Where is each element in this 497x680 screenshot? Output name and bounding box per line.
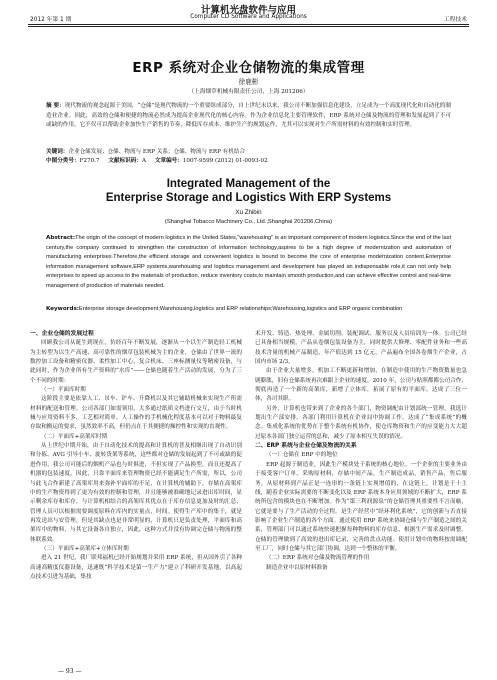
body-column-right [255,330,467,573]
article-title-cn: ERP 系统对企业仓储物流的集成管理 [132,60,365,76]
classification-line [46,157,451,167]
subsection-heading: （二）ERP 系统对仓储及物流管理的作用 [266,555,370,562]
abstract-cn-text: 现代物流的观念起源于美国，“仓储”是现代物流的一个重要组成部分，自上世纪末以来，我公司不断加强信息化建设，立足成为一个高度现代化和自动化的制造业企业。因此，高效的仓储和便捷的物流必然成为提高企业现代化的核心内容。作为企业信息化主要管理软件，ERP 系统对仓储及物流的管理和发展起到了不可或缺的作用，它不仅可以帮助企业加快生产销售的节奏，降低库存成本，维护生产的规划运作，尤其可以实现对生产所需材料的有效控制和实时管理。 [46,103,451,129]
body-paragraph: 回顾我公司从诞生到现在，仿经百年不断发展，逐渐从一个以生产制造轻工机械为主转型为以生产高速、高可靠性的烟草包装机械为主的企业，仓储由了世界一流的数控加工设备和精密仪器、柔性加工中心、复合机床、三座标测量仪等精密设备，与此同时，作为企业所有生产资料的“水库”——仓储也随着生产活动的发展，分为了三个不同的时期： [30,340,242,384]
header-rule-thick [28,24,469,25]
abstract-en-text: The origin of the concept of modern logistics in the United States,"warehousing" is an important component of modern logistics.Since the end of the last century,the company continued to strengthen the construction of information technology,aspires to be a high degree of modernization and automation of manufacturing enterprises.Therefore,the efficient storage and convenient logistics is bound to become the core of enterprise modernization content.Enterprise information management software,ERP systems,warehousing and logistics management and development has played an indispensable role,it can not only help enterprises to speed up access to the materials of production, reduce inventory costs,to maintain smooth production,and can achieve effective control and real-time management of production of materials needed. [46,235,451,289]
abstract-en [46,234,451,291]
subsection-heading: （二）平面库+高架库时期 [41,433,108,440]
section-label: 工程技术 [443,17,467,23]
subsection-heading: （三）平面库+高架库+立体库时期 [41,545,129,552]
abstract-cn [46,102,451,131]
doc-code-value: A [141,158,146,164]
body-paragraph: 从上世纪中期开始，由于自动化技术的提高和计算机的普及相继出现了自动识别和分拣、AVG 引导小车、旋转货架等系统，这些都对仓储的发展起到了不可或缺的促进作用，我公司可能后的烟机产品也与时俱进，不但实现了产品换型，而且还提高了机器的包装速度。因此，只靠平面库来管理物资已经不能满足生产所需，所以，公司与此飞合作新建了高架库用来弥补平面库的不足，在计算机的辅助下，存储在高架库中的生产物资得到了更为有效的控制和管理，并且能够被准确地记录进出库时间，显示剩余库存和库存，与计算机相结合的高架库其优点在于库存信息更加及时的汇总，管理人员可以根据需要调度原料在库内的实量点，时间。使得生产库中的集于，就是再发送出与安管理，但是其缺点也是非常明显的，计算机只是负责处理，平面库和高架库中的物料，与其它设备各自独立，因此，这种方式并没有协调完仓储与物流的整体联系效。 [30,443,242,543]
body-column-left [30,330,242,582]
article-title-en-line1: Integrated Management of the [166,178,331,190]
article-id-label: 文章编号： [154,158,183,164]
body-paragraph: 由于企业大量增多，机加工不断更新和增加，在制造中使用的生产物资数量也急剧膨胀，旧有仓储系统再次难跟上企业的速度。2010 年，公司与贴照都都公司合作，彻底再造了一个新的高架库，新增了立体库，拓展了原有的平面库，达成了三位一体，各司其职。 [255,368,467,403]
abstract-cn-label: 摘 要： [46,103,65,109]
keywords-en [46,305,451,315]
body-paragraph: 进入 21 世纪，我厂联邦福机已经开始规划并采用 ERP 系统，但从国外引了各种高速高精度仪器设备，迅速既“科学技术是第一生产力”建立了科研开发基地，以高起点技术引进为基础，集技 [30,555,242,580]
header-rule-thin [28,26,469,27]
body-paragraph: ERP 起源于制造业，因此生产模块处于系统的核心地位。一个企业的主要业务由于接受客户订单，采购原材料，存储中间产品，生产制造成品，销售产品，售后服务。从原材料到产品正是一连串的一条链上实现增值的，在这链上，计划是干十主线，随着企业实际需要的不断变化以及 ERP 系统本身应用领域的不断扩大，ERP 系统所包含的模块也在不断增加。作为“第三利润源泉”的仓储管理其重要性不言而喻，它就是要与了生产活动的全过程。是生产经营中“经环利化系统”，它的创新与否直接影响了企业生产制造的各个方面。通过使用 ERP 系统来协调仓储与生产制造之间的关系，管理部门可以通过系统快速把握每种物料的库存信息，根据生产需求及时调整。仓储的管理做到了高效的进出库记录，完善的盘点功能。使用计划中的物料按需调配至工厂，同时仓储与其它部门协调，达到一个整体的平衡。 [255,461,467,552]
keywords-cn-text: 企业仓储发展；仓储、物流与 ERP 关系；仓储、物流与 ERP 有机结合 [68,149,246,155]
doc-code-label: 文献标识码： [108,158,142,164]
body-paragraph: 术开发、铸造、热处理、金属切削、装配调试、服务以及人员培训为一体。公司已经已具备相当规模，产品从卷烟包装设备为主，同时提供大修理、零配件业务和一些高技术含量的机械产品制造，年产值达到 15 亿元，产品遍布全国各卷烟生产企业，占国内市场 2/3。 [255,331,467,366]
section-heading: 一、企业仓储的发展过程 [30,331,94,337]
author-name-cn: 徐鹿彬 [238,78,259,86]
abstract-en-label: Abstract: [46,235,76,241]
subsection-heading: （一）仓储在 ERP 中的地位 [266,452,338,459]
author-name-en: Xu Zhibin [235,209,262,216]
issue-label: 2012 年第 1 期 [30,17,72,23]
journal-title-en: Computer CD Software and Applications [190,14,307,20]
body-paragraph: 另外，计算机也带来到了企业的各个部门，物资调配由计划部统一管理，我选计划出生产部安排。各部门利用计算机在企业局中协调工作，达成了“集成系统”的概念。集成化系统的优势在于整个系统有机协作，使仓库物资和生产的应变能力大大超过原本各部门独立运营的总和，减少了原本相互失误的情况。 [255,405,467,440]
subsection-heading: （一）平面库时期 [41,387,86,394]
body-paragraph: 这阶段主要是依靠人工、吊车、铲车、升降机以及其它辅助机械来实现生产所需材料的配送和管理。公司各部门如需领用，大多通过纸质文档进行交互，由于当时机械与应用资料不多，工艺相对简单，人工操作的手机械化程度基本可以对于物料最复存取和搬运的要求，虽然效率不高，但仍点在于其便捷的操控性和实现的直观性。 [30,396,242,431]
body-paragraph: 制造企业中以原材料准备 [266,564,328,571]
journal-title-cn: 计算机光盘软件与应用 [200,5,296,16]
article-title-en-line2: Enterprise Storage and Logistics With ERP Systems [105,192,392,204]
keywords-cn-label: 关键词： [46,149,69,155]
page-number: — 93 — [58,668,82,675]
clc-label: 中图分类号： [46,158,80,164]
author-affiliation-cn: （上海烟草机械有限责任公司，上海 201206） [188,89,309,95]
clc-value: F270.7 [79,158,100,164]
keywords-en-text: Enterprise storage development;Warehousing,logistics and ERP relationships;Warehousing,logistics and ERP organic combination [79,306,403,312]
keywords-en-label: Keywords: [46,306,80,312]
running-header [0,0,497,30]
author-affiliation-en: (Shanghai Tobacco Machinery Co., Ltd.,Shanghai 201206,China) [164,219,333,225]
article-id-value: 1007-9599 (2012) 01-0093-02 [182,158,268,164]
section-heading: 二、ERP 系统与企业仓储及物流的关系 [255,443,357,450]
